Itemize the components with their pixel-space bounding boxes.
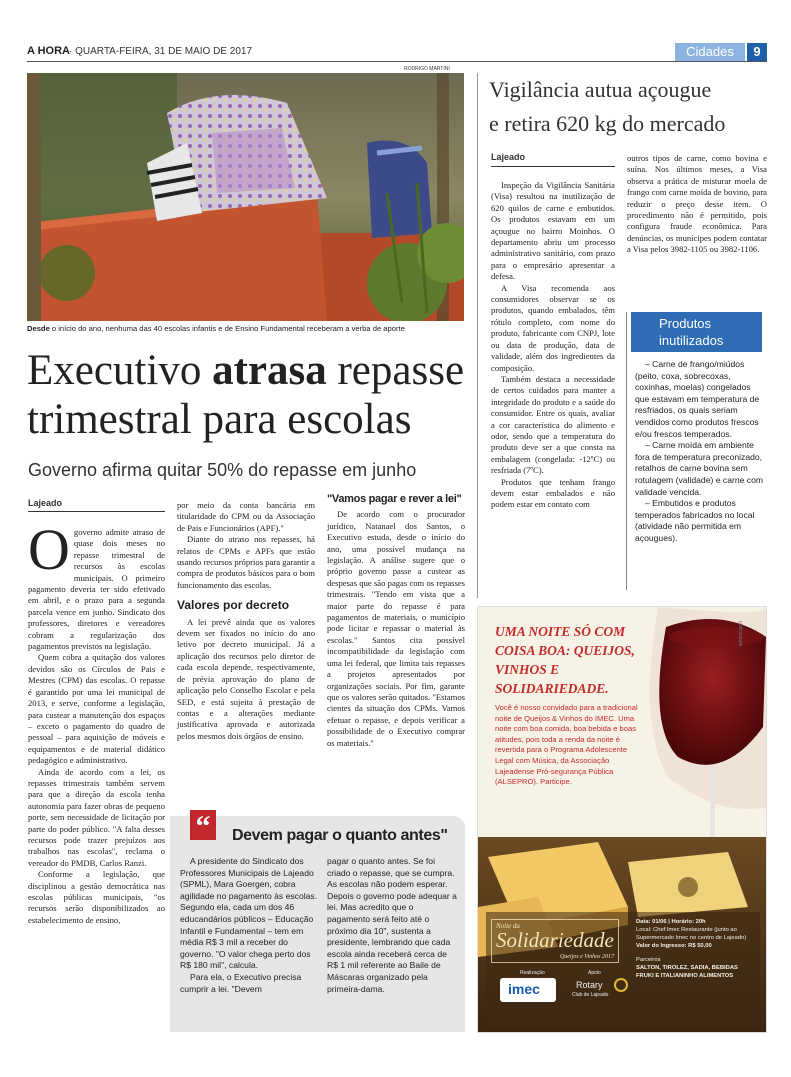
quote-title: Devem pagar o quanto antes" xyxy=(232,827,448,844)
caption-text: o início do ano, nenhuma das 40 escolas infantis e de Ensino Fundamental receberam a verba de aporte xyxy=(49,324,405,333)
photo-caption xyxy=(27,324,467,333)
quote-left-paragraph-1: A presidente do Sindicato dos Professores Municipais de Lajeado (SPML), Mara Goergen, cobra agilidade no pagamento às escolas. Segundo ela, cada um dos 46 educandários públicos – Educação Infantil e Fundamental – tem em média R$ 3 mil a receber do governo. "O valor chega perto dos R$ 180 mil", calcula. xyxy=(180,856,318,971)
headline-emphasis: atrasa xyxy=(212,347,327,394)
ad-footer-panel xyxy=(486,912,760,1026)
side-dateline: Lajeado xyxy=(491,152,526,162)
page-header xyxy=(27,44,767,62)
col3-paragraph-1: De acordo com o procurador jurídico, Natanael dos Santos, o Executivo estuda, desde o início do ano, uma possível mudança na legislação. A análise sugere que o próprio governo passe a custear as despesas que são pagas com os repasses trimestrais. "Tendo em vista que a maior parte do repasse é para pagamentos de materiais, o município pode licitar e repassar o material às escolas." Santos cita possível incompatibilidade da legislação com uma lei federal, que limita tais repasses a projetos apresentados por organizações sociais. Por fim, garante que os valores serão quitados. "Estamos cientes da situação dos CPMs. Vamos efetuar o repasse, e depois verificar a possibilidade de o Executivo comprar os materiais." xyxy=(327,509,465,748)
col1-paragraph-2: Quem cobra a quitação dos valores devidos são os Círculos de Pais e Mestres (CPM) das escolas. O repasse é garantido por uma lei municipal de 2013, e serve, conforme a legislação, para custear a manutenção dos espaços – exceto o pagamento do quadro de pessoal – para aquisição de móveis e equipamentos e de material didático pedagógico e administrativo. xyxy=(28,652,165,766)
page-number: 9 xyxy=(747,43,767,61)
quote-left-paragraph-2: Para ela, o Executivo precisa cumprir a lei. "Devem xyxy=(180,971,302,994)
rotary-wheel-icon xyxy=(614,978,628,992)
quote-right-col xyxy=(327,856,457,995)
photo xyxy=(27,73,464,321)
quote-left-col xyxy=(180,856,320,995)
photo-backpacks-image xyxy=(27,73,464,321)
side-paragraph-1: Inspeção da Vigilância Sanitária (Visa) resultou na inutilização de 620 quilos de carne e embutidos. Os produtos estavam em um açougue no bairro Moinhos. O departamento abriu um processo administrativo sanitário, com prazo para o empresário apresentar a defesa. xyxy=(491,180,615,282)
products-item-2: – Carne moída em ambiente fora de temperatura preconizado, retalhos de carne bovina sem rotulagem (validade) e carne com validade vencida. xyxy=(635,440,764,497)
dateline-rule xyxy=(28,511,165,512)
imec-logo: imec xyxy=(500,978,556,1002)
main-subhead: Governo afirma quitar 50% do repasse em junho xyxy=(28,460,417,480)
section-name: Cidades xyxy=(675,43,745,61)
photo-credit: RODRIGO MARTINI xyxy=(404,66,450,72)
products-item-1: – Carne de frango/miúdos (peito, coxa, sobrecoxas, coxinhas, moelas) congelados que estavam em temperatura de resfriados, os quais seriam vendidos como produtos frescos e/ou frescos temperados. xyxy=(635,359,760,439)
products-item-3: – Embutidos e produtos temperados fabricados no local (atividade não permitida em açougues). xyxy=(635,498,755,543)
col1-paragraph-1: governo admite atraso de quase dois meses no repasse trimestral de recursos às escolas municipais. O primeiro pagamento deveria ter sido efetivado em abril, e o prazo para a segunda parcela vence em junho. Sindicato dos professores, diretores e vereadores cobram a regularização dos pagamentos previstos na legislação. xyxy=(28,527,165,652)
partners-label: Parceiros xyxy=(636,957,661,963)
col2-subheading: Valores por decreto xyxy=(177,598,290,613)
side-headline-line-1: Vigilância autua açougue xyxy=(489,77,712,102)
quote-icon: “ xyxy=(190,810,216,840)
main-headline xyxy=(27,346,467,444)
partners-list: SALTON, TIROLEZ, SADIA, BEBIDAS FRUKI E ITALIANINHO ALIMENTOS xyxy=(636,965,738,979)
apoio-label: Apoio xyxy=(588,970,601,976)
side-headline xyxy=(489,73,769,141)
col1-paragraph-3: Ainda de acordo com a lei, os repasses trimestrais também servem para que a direção da escola tenha autonomia para fazer obras de pequeno porte, sem necessidade de licitação por parte do poder público. "A falta desses recursos pode trazer prejuízos aos trabalhos nas escolas", reclama o vereador do PMDB, Carlos Ranzi. xyxy=(28,766,165,868)
side-dateline-rule xyxy=(491,166,615,167)
realizacao-label: Realização xyxy=(520,970,545,976)
caption-lead: Desde xyxy=(27,324,50,333)
col1-paragraph-4: Conforme a legislação, que disciplinou a gestão democrática nas escolas públicas municipais, "os recursos serão disponibilizados ao estabelecimento de ensino, xyxy=(28,869,165,925)
col3-subheading: "Vamos pagar e rever a lei" xyxy=(327,493,462,505)
ad-disclaimer-tag: publicidade xyxy=(737,621,743,647)
event-info xyxy=(636,918,756,980)
headline-line-1: Executivo atrasa repasse xyxy=(27,347,465,394)
advertisement xyxy=(477,606,767,1033)
event-date: Data: 01/06 | Horário: 20h xyxy=(636,919,706,925)
col2-paragraph-3: A lei prevê ainda que os valores devem ser fixados no início do ano letivo por decreto municipal. Já a aplicação dos recursos pelo diretor de cada escola depende, respectivamente, de prévia aprovação do plano de aplicação pelo Conselho Escolar e pela SED, e está sujeita à prestação de contas e a alterações mediante justificativa aprovada e autorizada pelos mesmos dois órgãos de ensino. xyxy=(177,616,315,741)
side-paragraph-4: Produtos que tenham frango devem estar embalados e não podem estar em contato com xyxy=(491,476,615,510)
side-col-2 xyxy=(627,153,767,256)
side-paragraph-2: A Visa recomenda aos consumidores observar se os produtos, quando embalados, têm rótulo completo, com nome do produto, fabricante com CNPJ, lote ou data de produção, data de validade, além dos ingredientes da composição. xyxy=(491,282,615,373)
header-rule xyxy=(27,61,767,62)
ad-body: Você é nosso convidado para a tradicional noite de Queijos & Vinhos do IMEC. Uma noite com boa comida, boa bebida e boas atitudes, pois toda a renda da noite é revertida para o Programa Adolescente Legal com Música, da Associação Lajeadense Pró-segurança Pública (ALSEPRO). Participe. xyxy=(495,703,638,787)
main-dateline: Lajeado xyxy=(28,498,63,508)
side-headline-line-2: e retira 620 kg do mercado xyxy=(489,111,726,136)
col2-paragraph-1: por meio da conta bancária em titularidade do CPM ou da Associação de Pais e Funcionários (APF)." xyxy=(177,500,315,533)
products-box-list xyxy=(635,359,763,545)
quote-box xyxy=(170,810,465,1032)
article-col-2 xyxy=(177,500,315,742)
drop-cap: O xyxy=(28,517,70,582)
event-local: Local: Chef Imec Restaurante (junto ao Supermercado Imec no centro de Lajeado) xyxy=(636,927,747,941)
quote-right-paragraph-1: pagar o quanto antes. Se foi criado o repasse, que se cumpra. As escolas não podem esperar. Depois o governo pode adequar a lei. Mas acredito que o pagamento será feito até o próximo dia 10", sustenta a presidente, lembrando que cada escola ainda receberá cerca de R$ 1 mil referente ao Baile de Máscaras organizado pela primeira-dama. xyxy=(327,856,457,994)
products-box-title: Produtos inutilizados xyxy=(631,312,762,352)
article-col-3 xyxy=(327,494,465,749)
side-paragraph-3: Também destaca a necessidade de certos cuidados para manter a integridade do produto e a saúde do consumidor. Entre os quais, avaliar a cor característica do alimento e odor, sendo que a temperatura do produto deve ser a que consta na embalagem (congelada: -12ºC) ou resfriada (7ºC). xyxy=(491,373,615,476)
side-column-divider xyxy=(477,73,478,598)
col2-paragraph-2: Diante do atraso nos repasses, há relatos de CPMs e APFs que estão usando recursos próprios para garantir a compra de produtos básicos para o bom funcionamento das escolas. xyxy=(177,534,315,590)
side-col-1 xyxy=(491,180,615,511)
rotary-logo: Rotary Club de Lajeado xyxy=(572,978,632,1008)
headline-line-2: trimestral para escolas xyxy=(27,396,412,443)
event-price: Valor do Ingresso: R$ 50,00 xyxy=(636,943,712,949)
issue-date: · QUARTA-FEIRA, 31 DE MAIO DE 2017 xyxy=(69,46,253,57)
products-box xyxy=(626,312,767,590)
paper-name: A HORA xyxy=(27,45,70,57)
section-tab xyxy=(675,43,767,61)
side-paragraph-5: outros tipos de carne, como bovina e suína. Nos últimos meses, a Visa observa a prática de misturar moela de frango com carne moída de bovino, para reduzir o preço desse item. O procedimento não é permitido, pois configura fraude econômica. Para denúncias, os munícipes podem contatar a Visa pelos 3982-1105 ou 3982-1106. xyxy=(627,153,767,255)
ad-title: UMA NOITE SÓ COM COISA BOA: QUEIJOS, VINHOS E SOLIDARIEDADE. xyxy=(495,624,635,696)
event-logo: Noite da Solidariedade Queijos e Vinhos 2017 xyxy=(491,919,619,963)
article-col-1 xyxy=(28,517,165,926)
